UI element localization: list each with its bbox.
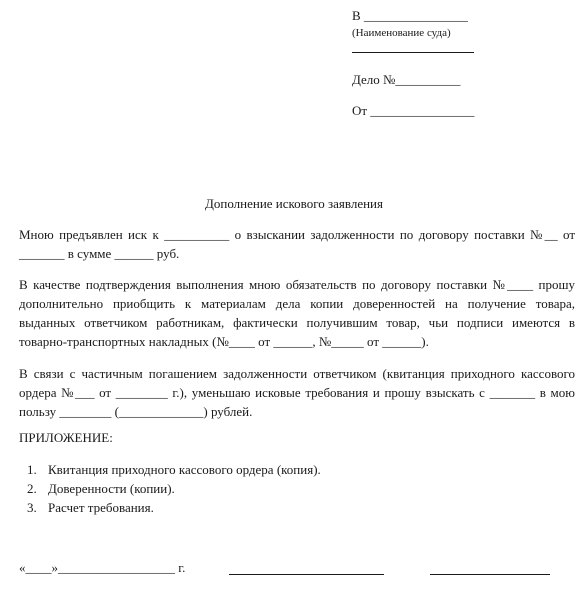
document-title: Дополнение искового заявления <box>205 196 383 211</box>
signature-line <box>229 574 384 575</box>
name-line <box>430 574 550 575</box>
court-extra-line <box>352 52 474 53</box>
list-item: 3. Расчет требования. <box>40 498 321 517</box>
paragraph-reduction: В связи с частичным погашением задолженности ответчиком (квитанция приходного кассового ордера №___ от ________ г.), уменьшаю исковые требования и прошу взыскать с _______ в мою пользу ________ (_____________) рублей. <box>19 366 575 419</box>
paragraph-evidence: В качестве подтверждения выполнения мною обязательств по договору поставки №____ прошу дополнительно приобщить к материалам дела копии доверенностей на получение товара, выданных ответчиком работникам, фактически получившим товар, чьи подписи имеются в товарно-транспортных накладных (№____ от ______, №_____ от ______). <box>19 277 575 349</box>
court-caption: (Наименование суда) <box>352 27 451 39</box>
list-item: 2. Доверенности (копии). <box>40 479 321 498</box>
attachments-heading: ПРИЛОЖЕНИЕ: <box>19 430 113 445</box>
attachments-list <box>20 460 321 517</box>
court-line: В ________________ <box>352 8 468 23</box>
case-number-line: Дело №__________ <box>352 72 461 87</box>
list-item: 1. Квитанция приходного кассового ордера (копия). <box>40 460 321 479</box>
date-line: «____»__________________ г. <box>19 560 186 575</box>
paragraph-claim: Мною предъявлен иск к __________ о взыскании задолженности по договору поставки №__ от _______ в сумме ______ руб. <box>19 227 575 261</box>
from-line: От ________________ <box>352 103 475 118</box>
